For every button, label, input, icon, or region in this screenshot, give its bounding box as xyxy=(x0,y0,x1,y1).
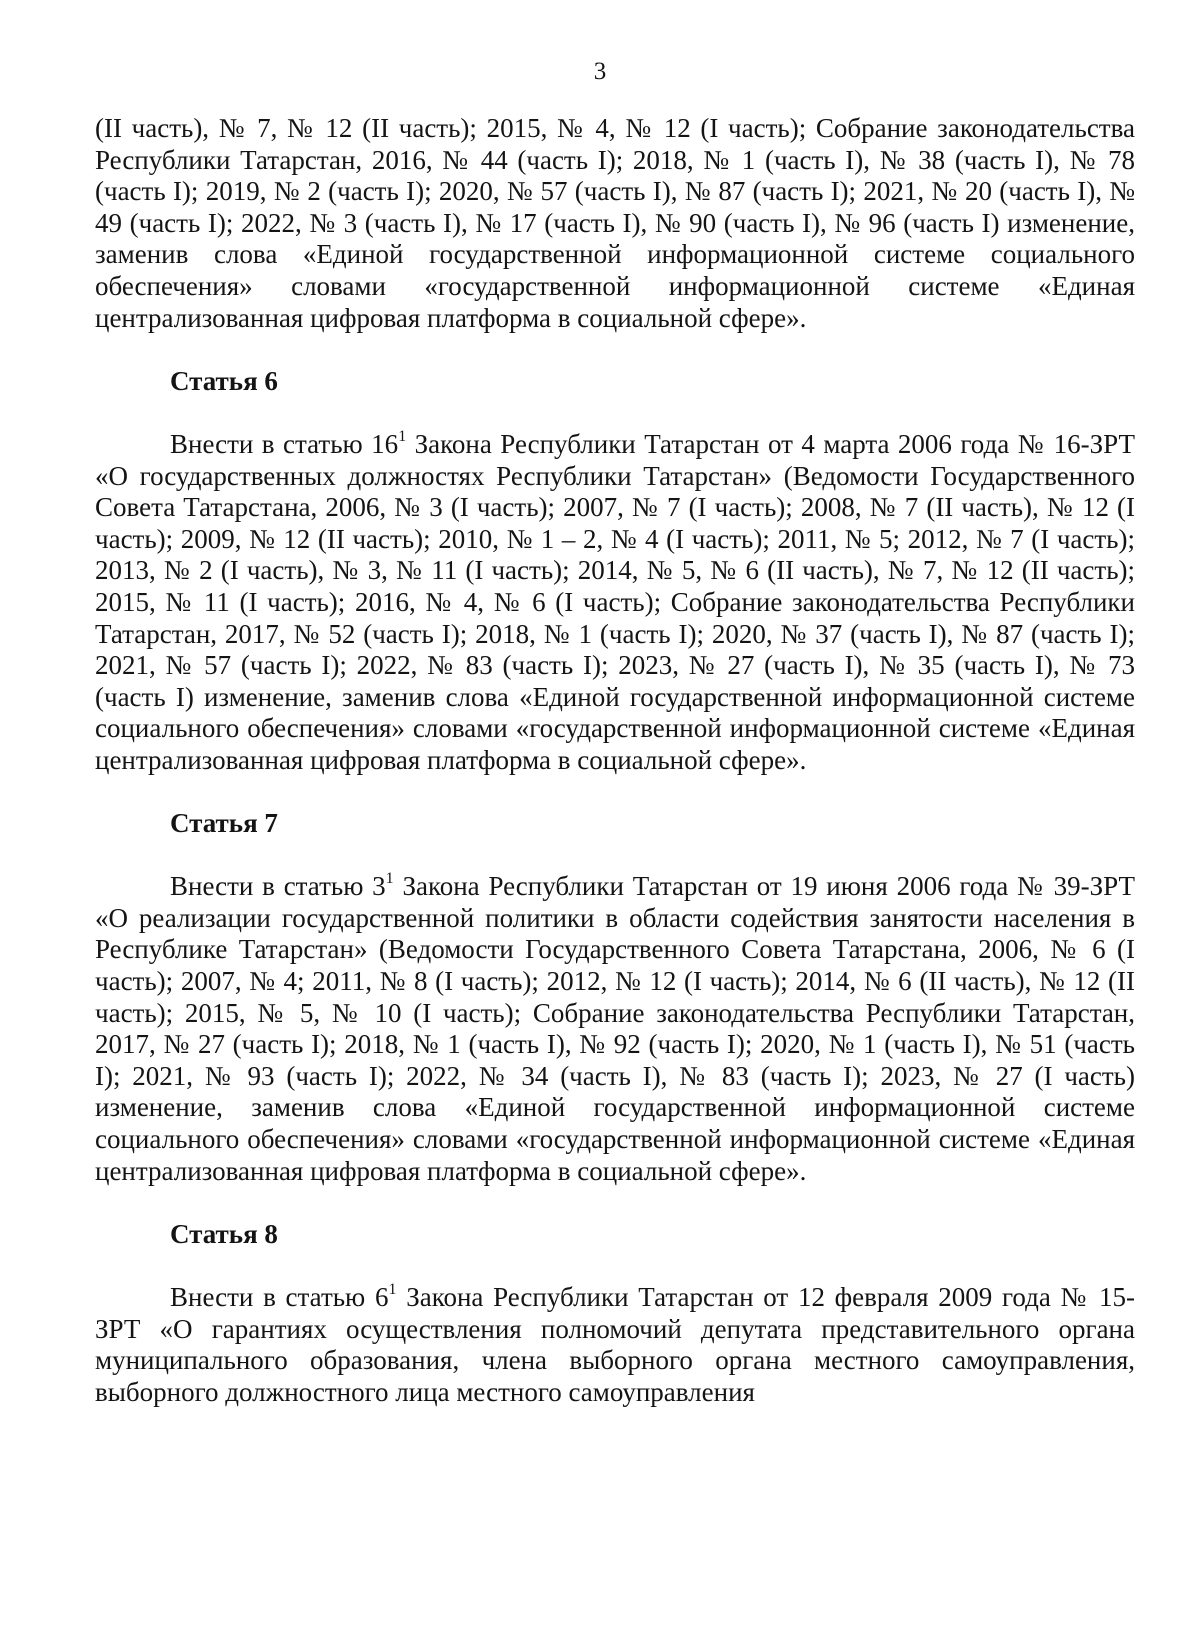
article-body: Закона Республики Татарстан от 12 февраля 2009 года № 15-ЗРТ «О гарантиях осуществления полномочий депутата представительного органа муниципального образования, члена выборного органа местного самоуправления, выборного должностного лица местного самоуправления xyxy=(95,1281,1135,1407)
article-intro: Внести в статью 3 xyxy=(170,871,386,902)
article-6 xyxy=(95,366,1135,777)
spacer xyxy=(95,840,1135,872)
article-body: Закона Республики Татарстан от 4 марта 2006 года № 16-ЗРТ «О государственных должностях Республики Татарстан» (Ведомости Государственного Совета Татарстана, 2006, № 3 (I часть); 2007, № 7 (I часть); 2008, № 7 (II часть), № 12 (I часть); 2009, № 12 (II часть); 2010, № 1 – 2, № 4 (I часть); 2011, № 5; 2012, № 7 (I часть); 2013, № 2 (I часть), № 3, № 11 (I часть); 2014, № 5, № 6 (II часть), № 7, № 12 (II часть); 2015, № 11 (I часть); 2016, № 4, № 6 (I часть); Собрание законодательства Республики Татарстан, 2017, № 52 (часть I); 2018, № 1 (часть I); 2020, № 37 (часть I), № 87 (часть I); 2021, № 57 (часть I); 2022, № 83 (часть I); 2023, № 27 (часть I), № 35 (часть I), № 73 (часть I) изменение, заменив слова «Единой государственной информационной системе социального обеспечения» словами «государственной информационной системе «Единая централизованная цифровая платформа в социальной сфере». xyxy=(95,428,1136,775)
document-body xyxy=(95,113,1135,1408)
article-heading: Статья 8 xyxy=(170,1218,278,1249)
spacer xyxy=(95,1250,1135,1282)
spacer xyxy=(95,334,1135,366)
superscript: 1 xyxy=(398,427,407,445)
article-paragraph xyxy=(95,429,1135,777)
article-intro: Внести в статью 6 xyxy=(170,1281,389,1312)
article-7 xyxy=(95,808,1135,1187)
article-paragraph xyxy=(95,871,1135,1187)
article-8 xyxy=(95,1219,1135,1409)
article-heading: Статья 6 xyxy=(170,365,278,396)
continuation-paragraph: (II часть), № 7, № 12 (II часть); 2015, № 4, № 12 (I часть); Собрание законодательства Республики Татарстан, 2016, № 44 (часть I); 2018, № 1 (часть I), № 38 (часть I), № 78 (часть I); 2019, № 2 (часть I); 2020, № 57 (часть I), № 87 (часть I); 2021, № 20 (часть I), № 49 (часть I); 2022, № 3 (часть I), № 17 (часть I), № 90 (часть I), № 96 (часть I) изменение, заменив слова «Единой государственной информационной системе социального обеспечения» словами «государственной информационной системе «Единая централизованная цифровая платформа в социальной сфере». xyxy=(95,113,1135,333)
superscript: 1 xyxy=(388,1280,397,1298)
spacer xyxy=(95,776,1135,808)
superscript: 1 xyxy=(385,870,394,888)
article-paragraph xyxy=(95,1282,1135,1408)
page-number: 3 xyxy=(593,58,607,85)
spacer xyxy=(95,1187,1135,1219)
article-intro: Внести в статью 16 xyxy=(170,428,399,459)
spacer xyxy=(95,397,1135,429)
article-heading: Статья 7 xyxy=(170,808,278,839)
article-body: Закона Республики Татарстан от 19 июня 2006 года № 39-ЗРТ «О реализации государственной политики в области содействия занятости населения в Республике Татарстан» (Ведомости Государственного Совета Татарстана, 2006, № 6 (I часть); 2007, № 4; 2011, № 8 (I часть); 2012, № 12 (I часть); 2014, № 6 (II часть), № 12 (II часть); 2015, № 5, № 10 (I часть); Собрание законодательства Республики Татарстан, 2017, № 27 (часть I); 2018, № 1 (часть I), № 92 (часть I); 2020, № 1 (часть I), № 51 (часть I); 2021, № 93 (часть I); 2022, № 34 (часть I), № 83 (часть I); 2023, № 27 (I часть) изменение, заменив слова «Единой государственной информационной системе социального обеспечения» словами «государственной информационной системе «Единая централизованная цифровая платформа в социальной сфере». xyxy=(95,871,1135,1186)
